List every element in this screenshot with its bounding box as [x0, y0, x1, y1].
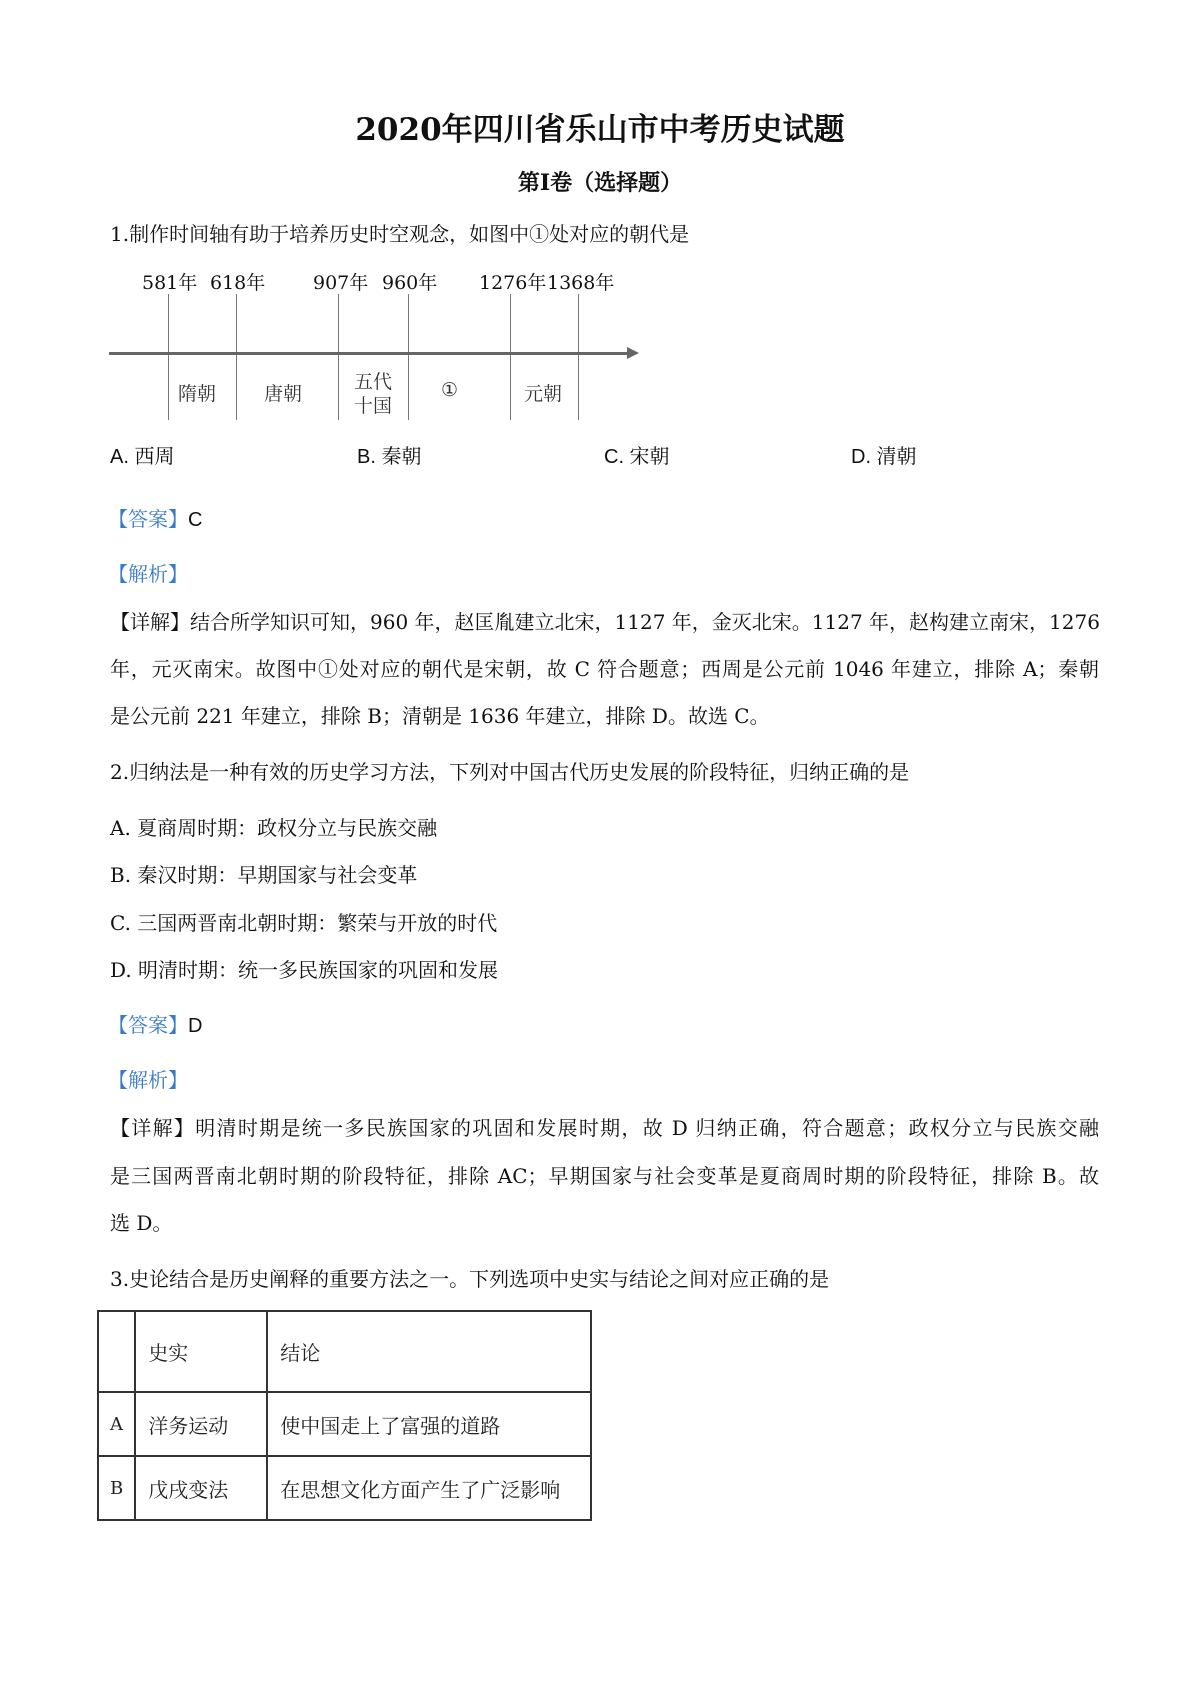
- answer-value: C: [188, 509, 203, 531]
- question-2-stem: 2.归纳法是一种有效的历史学习方法，下列对中国古代历史发展的阶段特征，归纳正确的是: [110, 760, 910, 784]
- detail-line: 【详解】结合所学知识可知，960 年，赵匡胤建立北宋，1127 年，金灭北宋。1127 年，赵构建立南宋，1276: [110, 610, 1100, 634]
- timeline-tick: [338, 294, 339, 420]
- question-1-stem: 1.制作时间轴有助于培养历史时空观念，如图中①处对应的朝代是: [110, 222, 690, 246]
- timeline-tick: [408, 294, 409, 420]
- detail-line: 是公元前 221 年建立，排除 B；清朝是 1636 年建立，排除 D。故选 C。: [110, 704, 770, 728]
- table-header-cell: 结论: [267, 1311, 591, 1392]
- timeline-period: 唐朝: [264, 383, 303, 405]
- detail-line: 选 D。: [110, 1211, 173, 1235]
- timeline-period: ①: [441, 379, 459, 401]
- timeline-year: 581年: [142, 272, 198, 294]
- page-title: 2020年四川省乐山市中考历史试题: [355, 112, 845, 148]
- timeline-tick: [510, 294, 511, 420]
- timeline-year: 1276年: [479, 272, 547, 294]
- timeline-year: 618年: [210, 272, 266, 294]
- option-b: B. 秦汉时期：早期国家与社会变革: [110, 863, 418, 887]
- answer-tag: 【答案】: [108, 509, 188, 531]
- table-cell: A: [98, 1392, 135, 1456]
- table-cell: 使中国走上了富强的道路: [267, 1392, 591, 1456]
- arrow-right-icon: [627, 347, 639, 359]
- timeline-axis: [109, 352, 629, 355]
- option-c: C. 宋朝: [604, 446, 670, 468]
- timeline-tick: [578, 294, 579, 420]
- table-row: [98, 1456, 591, 1520]
- question-3-stem: 3.史论结合是历史阐释的重要方法之一。下列选项中史实与结论之间对应正确的是: [110, 1267, 830, 1291]
- timeline-year: 1368年: [547, 272, 615, 294]
- table-header-row: [98, 1311, 591, 1392]
- answer-line: [108, 507, 202, 533]
- timeline-period: 元朝: [524, 383, 563, 405]
- timeline-year: 960年: [382, 272, 438, 294]
- option-d: D. 清朝: [851, 446, 917, 468]
- table-cell: 戊戌变法: [135, 1456, 267, 1520]
- table-cell: B: [98, 1456, 135, 1520]
- answer-value: D: [188, 1015, 203, 1037]
- timeline-tick: [168, 294, 169, 420]
- table-header-cell: 史实: [135, 1311, 267, 1392]
- answer-tag: 【答案】: [108, 1015, 188, 1037]
- table-cell: 洋务运动: [135, 1392, 267, 1456]
- option-b: B. 秦朝: [357, 446, 422, 468]
- timeline-period: 五代: [354, 371, 393, 393]
- timeline-period: 十国: [354, 395, 393, 417]
- detail-line: 是三国两晋南北朝时期的阶段特征，排除 AC；早期国家与社会变革是夏商周时期的阶段特征，排除 B。故: [110, 1164, 1099, 1188]
- option-d: D. 明清时期：统一多民族国家的巩固和发展: [110, 958, 499, 982]
- detail-line: 年，元灭南宋。故图中①处对应的朝代是宋朝，故 C 符合题意；西周是公元前 1046 年建立，排除 A；秦朝: [110, 657, 1099, 681]
- analysis-tag: 【解析】: [108, 562, 188, 586]
- section-title: 第Ⅰ卷（选择题）: [517, 170, 683, 196]
- timeline-period: 隋朝: [178, 383, 217, 405]
- table-header-cell: [98, 1311, 135, 1392]
- analysis-tag: 【解析】: [108, 1068, 188, 1092]
- detail-line: 【详解】明清时期是统一多民族国家的巩固和发展时期，故 D 归纳正确，符合题意；政权分立与民族交融: [110, 1116, 1099, 1140]
- option-a: A. 西周: [110, 446, 175, 468]
- option-c: C. 三国两晋南北朝时期：繁荣与开放的时代: [110, 911, 498, 935]
- history-conclusion-table: [97, 1310, 592, 1521]
- option-a: A. 夏商周时期：政权分立与民族交融: [110, 816, 438, 840]
- table-cell: 在思想文化方面产生了广泛影响: [267, 1456, 591, 1520]
- timeline-tick: [236, 294, 237, 420]
- table-row: [98, 1392, 591, 1456]
- timeline-year: 907年: [313, 272, 369, 294]
- answer-line: [108, 1013, 202, 1039]
